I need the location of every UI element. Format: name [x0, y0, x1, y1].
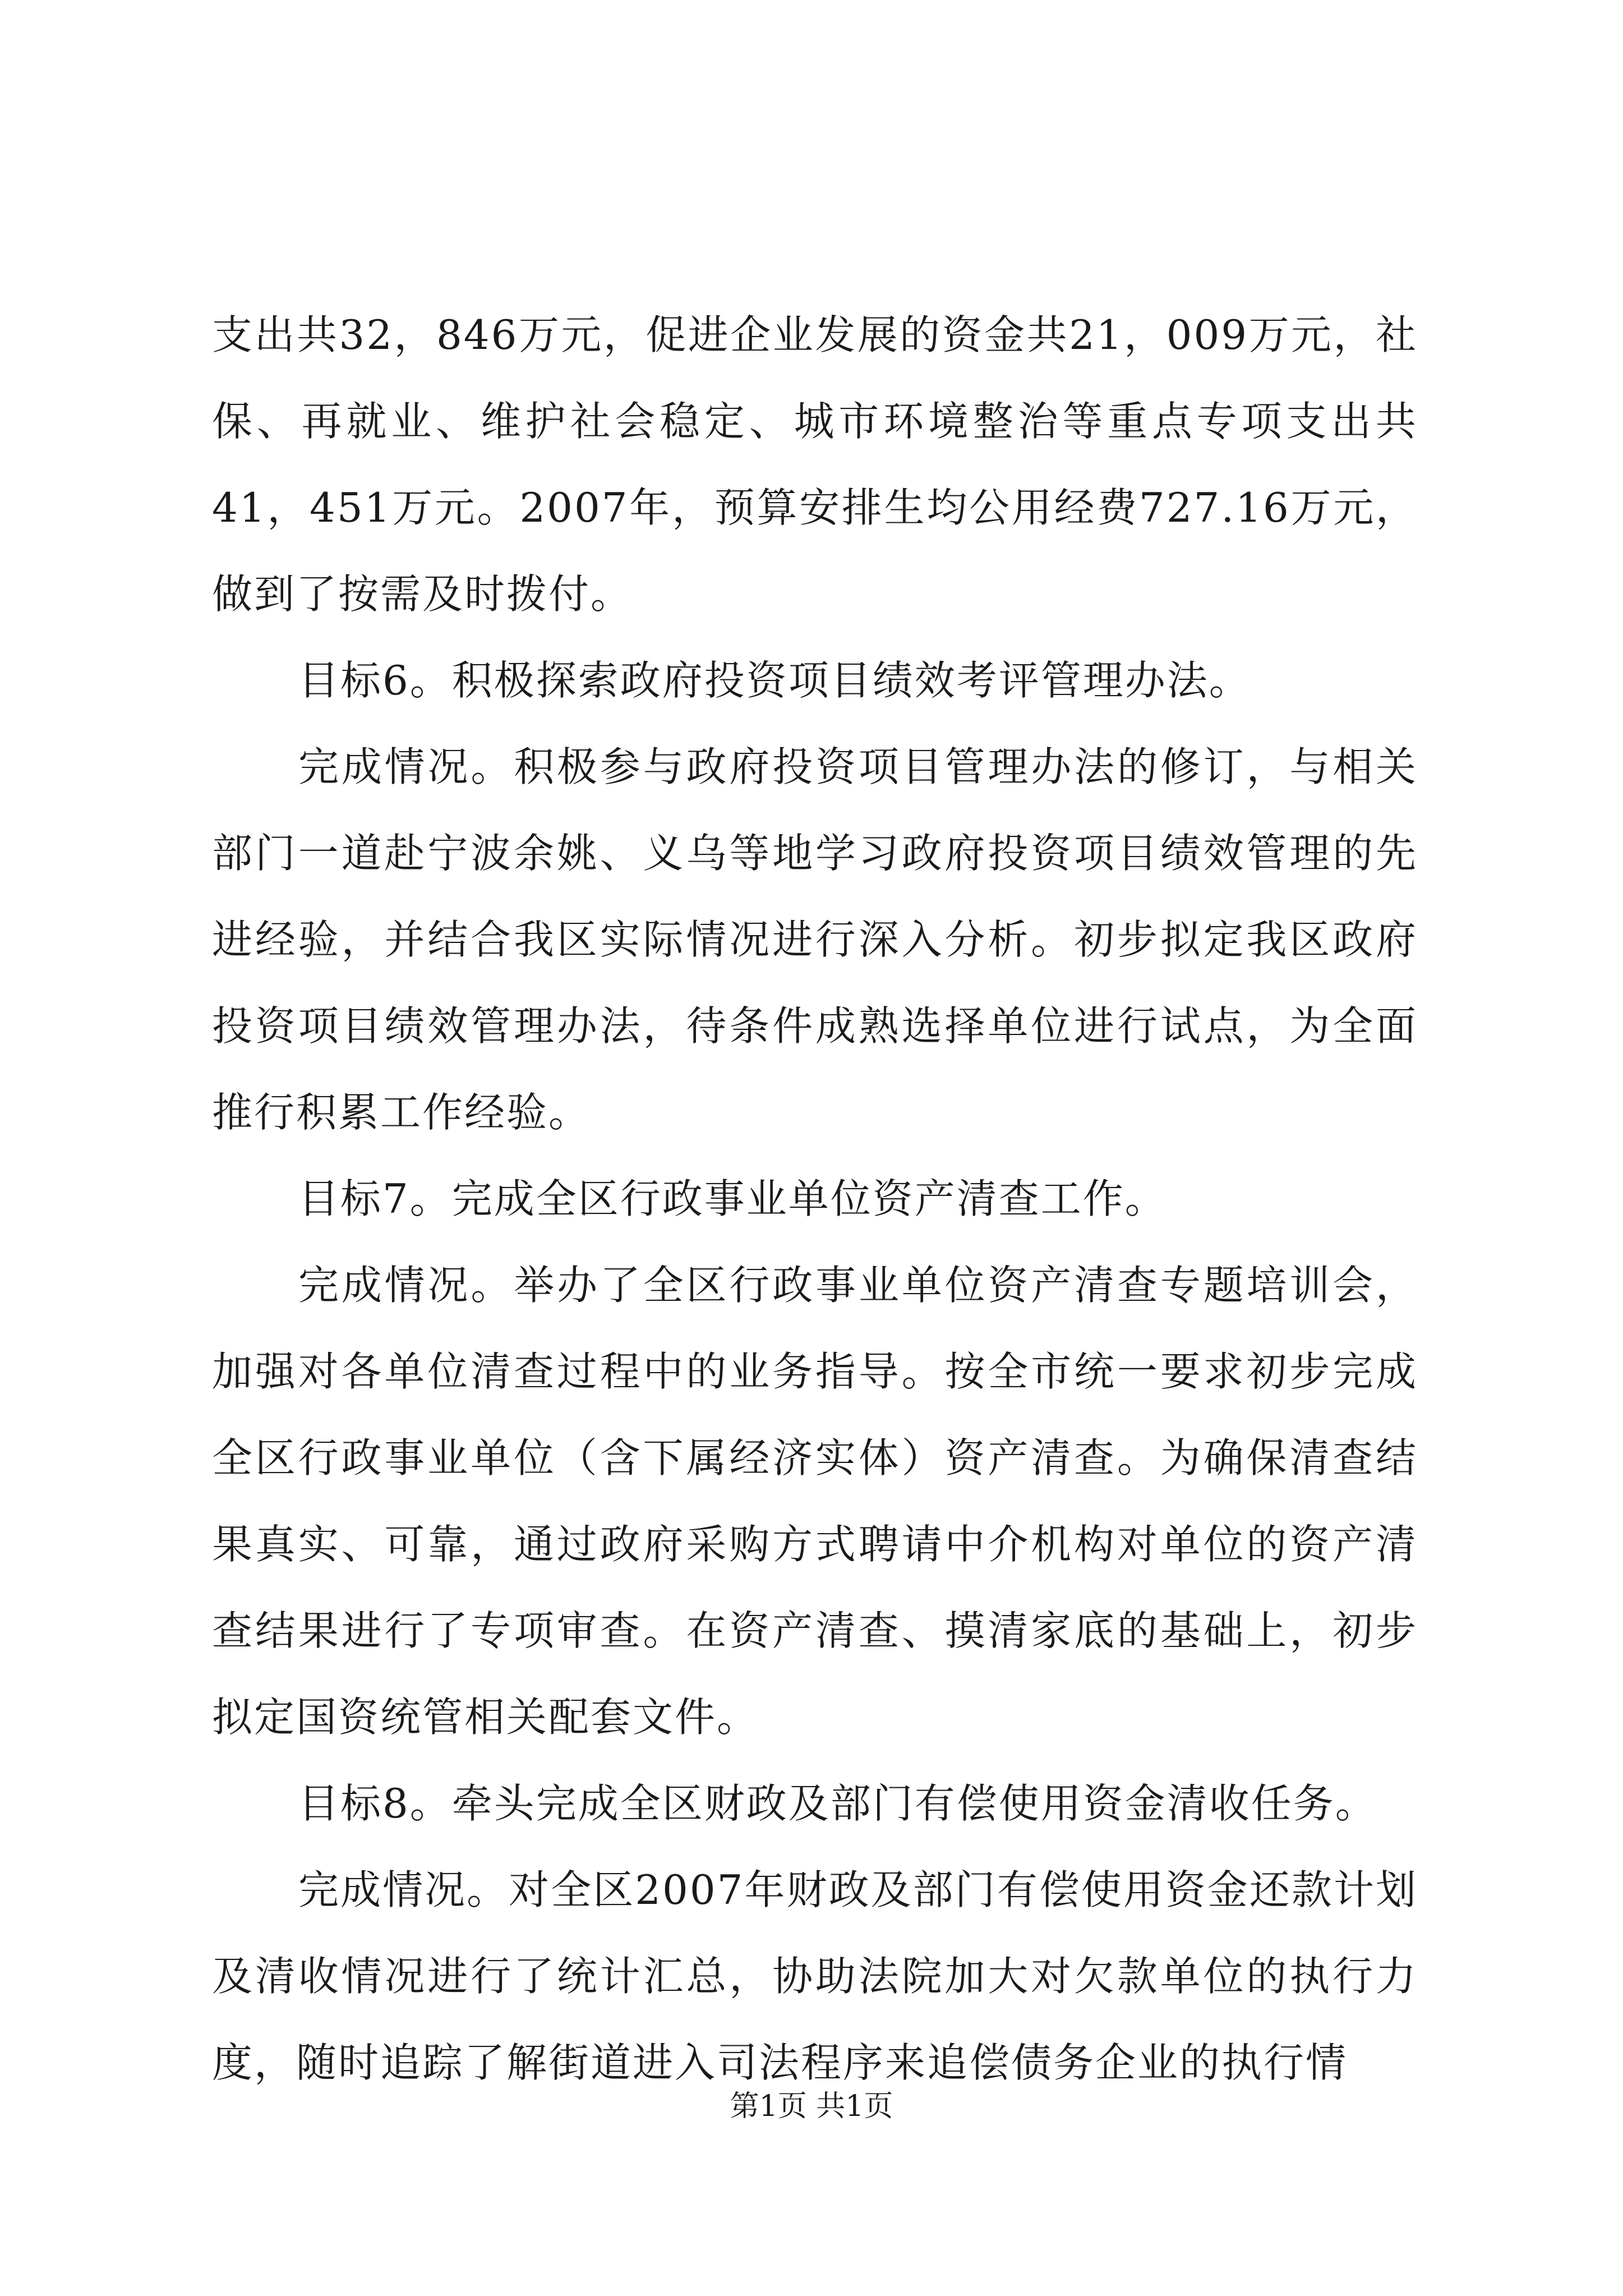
goal-7-status: 完成情况。举办了全区行政事业单位资产清查专题培训会，加强对各单位清查过程中的业务指导。按全市统一要求初步完成全区行政事业单位（含下属经济实体）资产清查。为确保清查结果真实、可靠，通过政府采购方式聘请中介机构对单位的资产清查结果进行了专项审查。在资产清查、摸清家底的基础上，初步拟定国资统管相关配套文件。 — [212, 1262, 1418, 1741]
goal-6-heading: 目标6。积极探索政府投资项目绩效考评管理办法。 — [298, 657, 1251, 704]
paragraph-continuation: 支出共32，846万元，促进企业发展的资金共21，009万元，社保、再就业、维护社会稳定、城市环境整治等重点专项支出共41，451万元。2007年，预算安排生均公用经费727.16万元，做到了按需及时拨付。 — [212, 311, 1418, 618]
goal-8-status: 完成情况。对全区2007年财政及部门有偿使用资金还款计划及清收情况进行了统计汇总，协助法院加大对欠款单位的执行力度，随时追踪了解街道进入司法程序来追偿债务企业的执行情 — [212, 1866, 1418, 2086]
goal-7-heading: 目标7。完成全区行政事业单位资产清查工作。 — [298, 1175, 1167, 1222]
document-body — [212, 292, 1418, 2106]
goal-6-status: 完成情况。积极参与政府投资项目管理办法的修订，与相关部门一道赴宁波余姚、义乌等地学习政府投资项目绩效管理的先进经验，并结合我区实际情况进行深入分析。初步拟定我区政府投资项目绩效管理办法，待条件成熟选择单位进行试点，为全面推行积累工作经验。 — [212, 743, 1418, 1136]
page-footer: 第1页 共1页 — [730, 2090, 893, 2123]
goal-8-heading: 目标8。牵头完成全区财政及部门有偿使用资金清收任务。 — [298, 1780, 1377, 1827]
